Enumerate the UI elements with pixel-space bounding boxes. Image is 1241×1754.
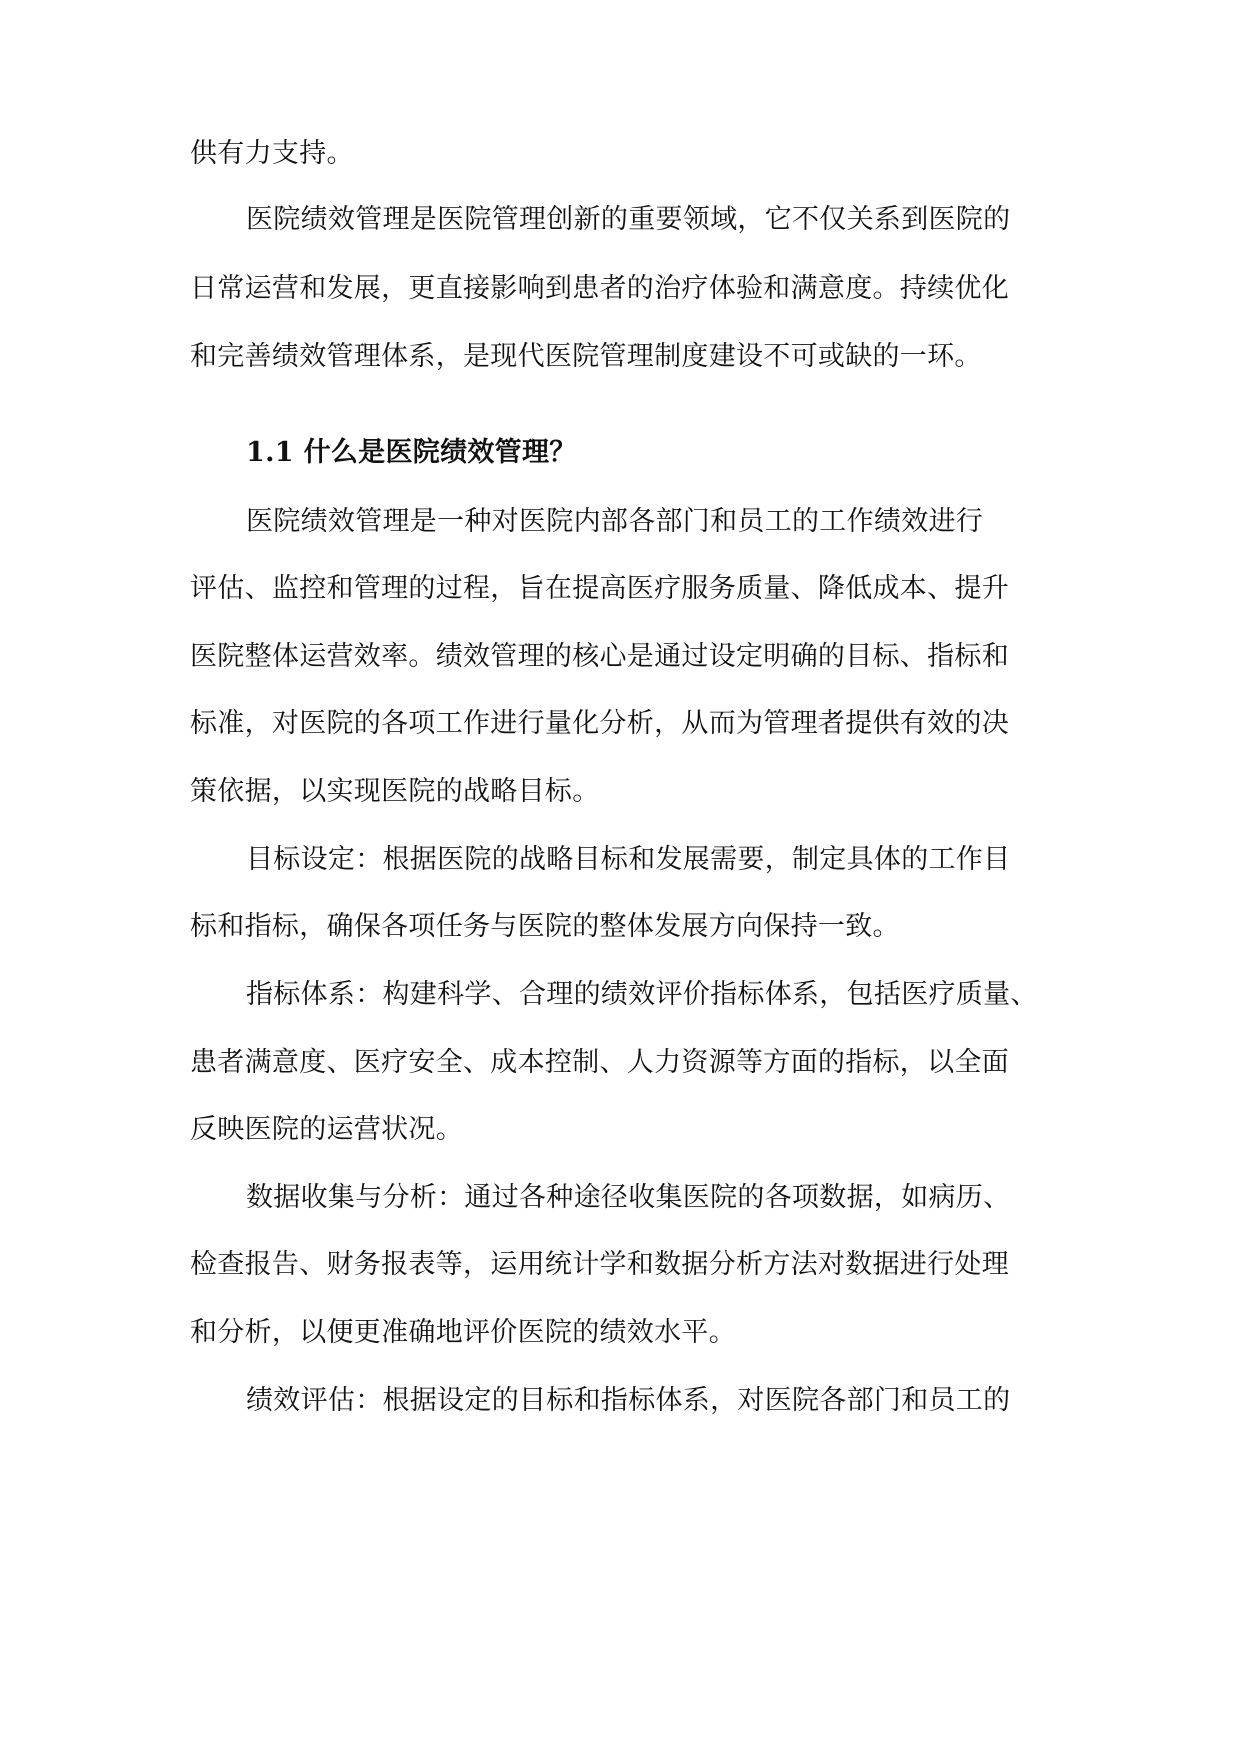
paragraph-line: 和完善绩效管理体系，是现代医院管理制度建设不可或缺的一环。 [190, 341, 982, 372]
paragraph-line: 标准，对医院的各项工作进行量化分析，从而为管理者提供有效的决 [190, 708, 1009, 739]
paragraph-line: 患者满意度、医疗安全、成本控制、人力资源等方面的指标，以全面 [190, 1047, 1009, 1078]
paragraph-line: 评估、监控和管理的过程，旨在提高医疗服务质量、降低成本、提升 [190, 573, 1009, 604]
paragraph-line: 目标设定：根据医院的战略目标和发展需要，制定具体的工作目 [246, 844, 1011, 875]
paragraph-line: 绩效评估：根据设定的目标和指标体系，对医院各部门和员工的 [246, 1385, 1011, 1416]
paragraph-line: 医院整体运营效率。绩效管理的核心是通过设定明确的目标、指标和 [190, 641, 1009, 672]
paragraph-line: 日常运营和发展，更直接影响到患者的治疗体验和满意度。持续优化 [190, 273, 1009, 304]
paragraph-line: 标和指标，确保各项任务与医院的整体发展方向保持一致。 [190, 911, 900, 942]
paragraph-line: 供有力支持。 [190, 138, 354, 169]
paragraph-line: 医院绩效管理是医院管理创新的重要领域，它不仅关系到医院的 [246, 204, 1011, 235]
section-heading: 1.1 什么是医院绩效管理？ [246, 437, 577, 468]
paragraph-line: 医院绩效管理是一种对医院内部各部门和员工的工作绩效进行 [246, 506, 984, 537]
paragraph-line: 数据收集与分析：通过各种途径收集医院的各项数据，如病历、 [246, 1182, 1011, 1213]
paragraph-line: 和分析，以便更准确地评价医院的绩效水平。 [190, 1317, 736, 1348]
paragraph-line: 检查报告、财务报表等，运用统计学和数据分析方法对数据进行处理 [190, 1249, 1009, 1280]
paragraph-line: 指标体系：构建科学、合理的绩效评价指标体系，包括医疗质量、 [246, 979, 1038, 1010]
paragraph-line: 反映医院的运营状况。 [190, 1114, 463, 1145]
paragraph-line: 策依据，以实现医院的战略目标。 [190, 776, 600, 807]
